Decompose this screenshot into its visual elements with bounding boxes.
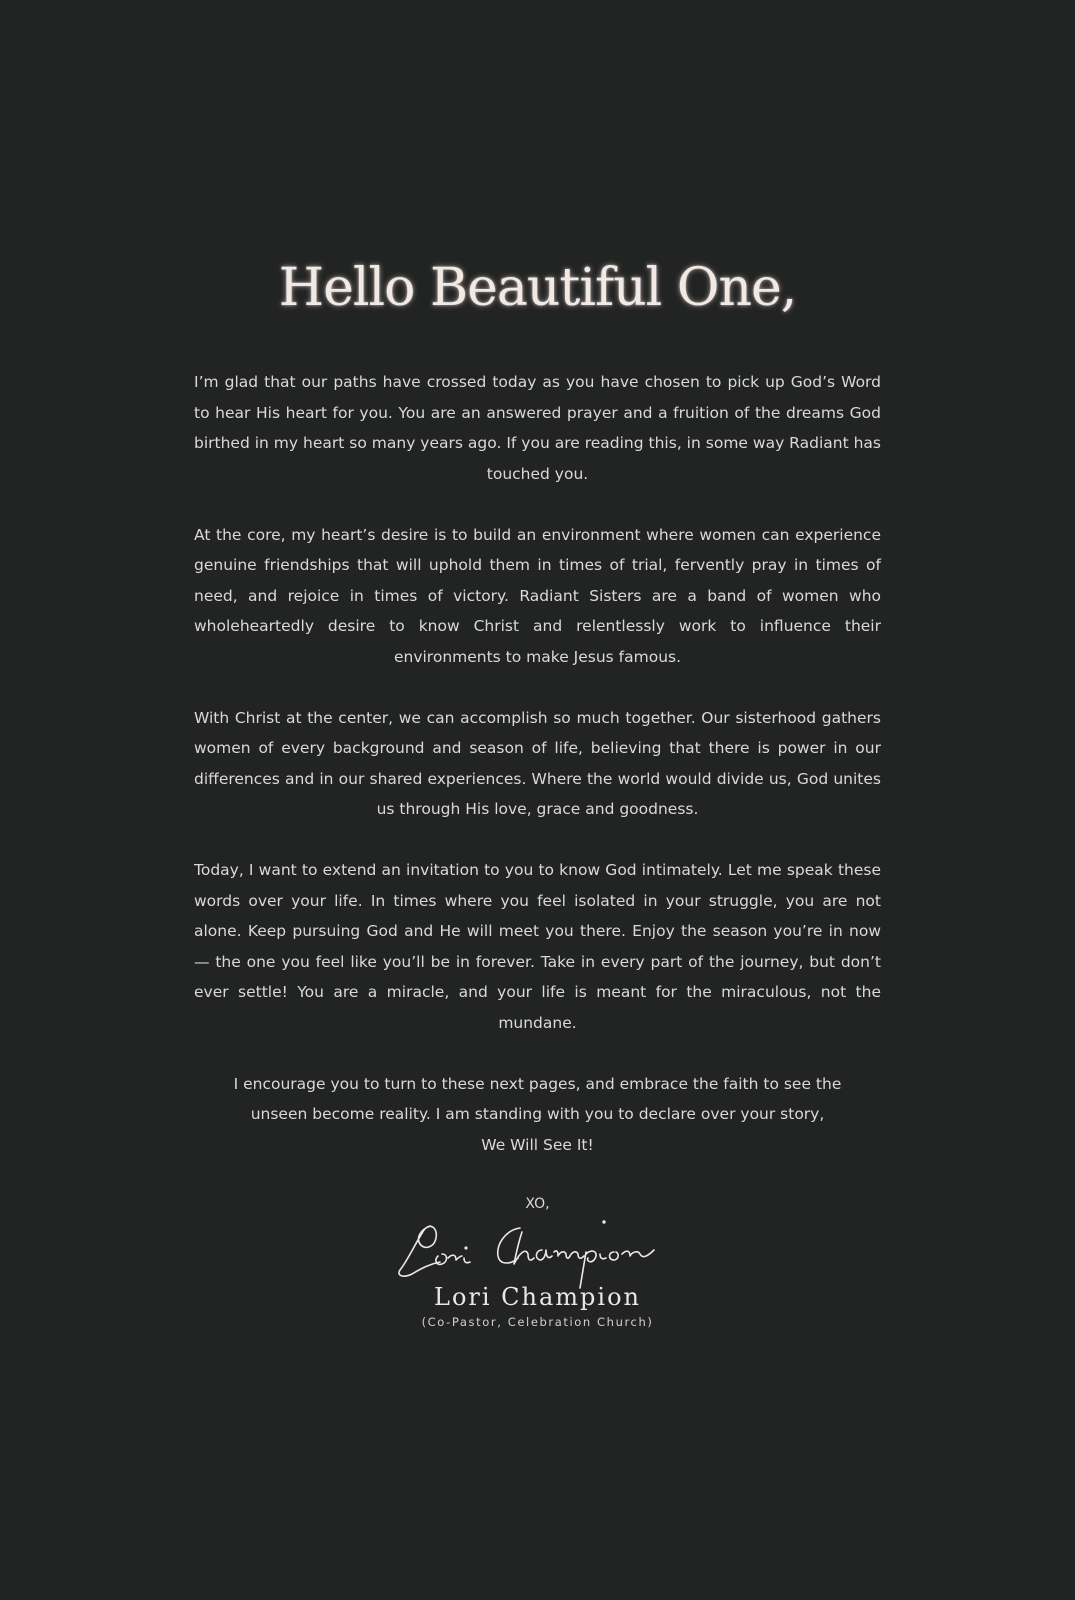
signature-role: (Co-Pastor, Celebration Church) [421,1315,654,1329]
closing-line: unseen become reality. I am standing with you to declare over your story, [250,1105,825,1123]
signature-name: Lori Champion [434,1283,641,1311]
letter-closing-paragraph [194,1069,881,1161]
closing-line: I encourage you to turn to these next pages, and embrace the faith to see the [233,1074,842,1093]
letter-body [194,367,881,1160]
closing-line: We Will See It! [481,1135,594,1154]
letter-paragraph: Today, I want to extend an invitation to you to know God intimately. Let me speak these words over your life. In times where you feel isolated in your struggle, you are not alone. Keep pursuing God and He will meet you there. Enjoy the season you’re in now — the one you feel like you’ll be in forever. Take in every part of the journey, but don’t ever settle! You are a miracle, and your life is meant for the miraculous, not the mundane. [194,861,881,1032]
signoff: XO, [525,1196,550,1212]
letter-paragraph: At the core, my heart’s desire is to build an environment where women can experience genuine friendships that will uphold them in times of trial, fervently pray in times of need, and rejoice in times of victory. Radiant Sisters are a band of women who wholeheartedly desire to know Christ and relentlessly work to influence their environments to make Jesus famous. [194,525,881,666]
letter-heading: Hello Beautiful One, [278,258,797,318]
letter-paragraph: With Christ at the center, we can accomplish so much together. Our sisterhood gathers women of every background and season of life, believing that there is power in our differences and in our shared experiences. Where the world would divide us, God unites us through His love, grace and goodness. [194,708,881,818]
letter-paragraph: I’m glad that our paths have crossed today as you have chosen to pick up God’s Word to hear His heart for you. You are an answered prayer and a fruition of the dreams God birthed in my heart so many years ago. If you are reading this, in some way Radiant has touched you. [194,373,881,483]
